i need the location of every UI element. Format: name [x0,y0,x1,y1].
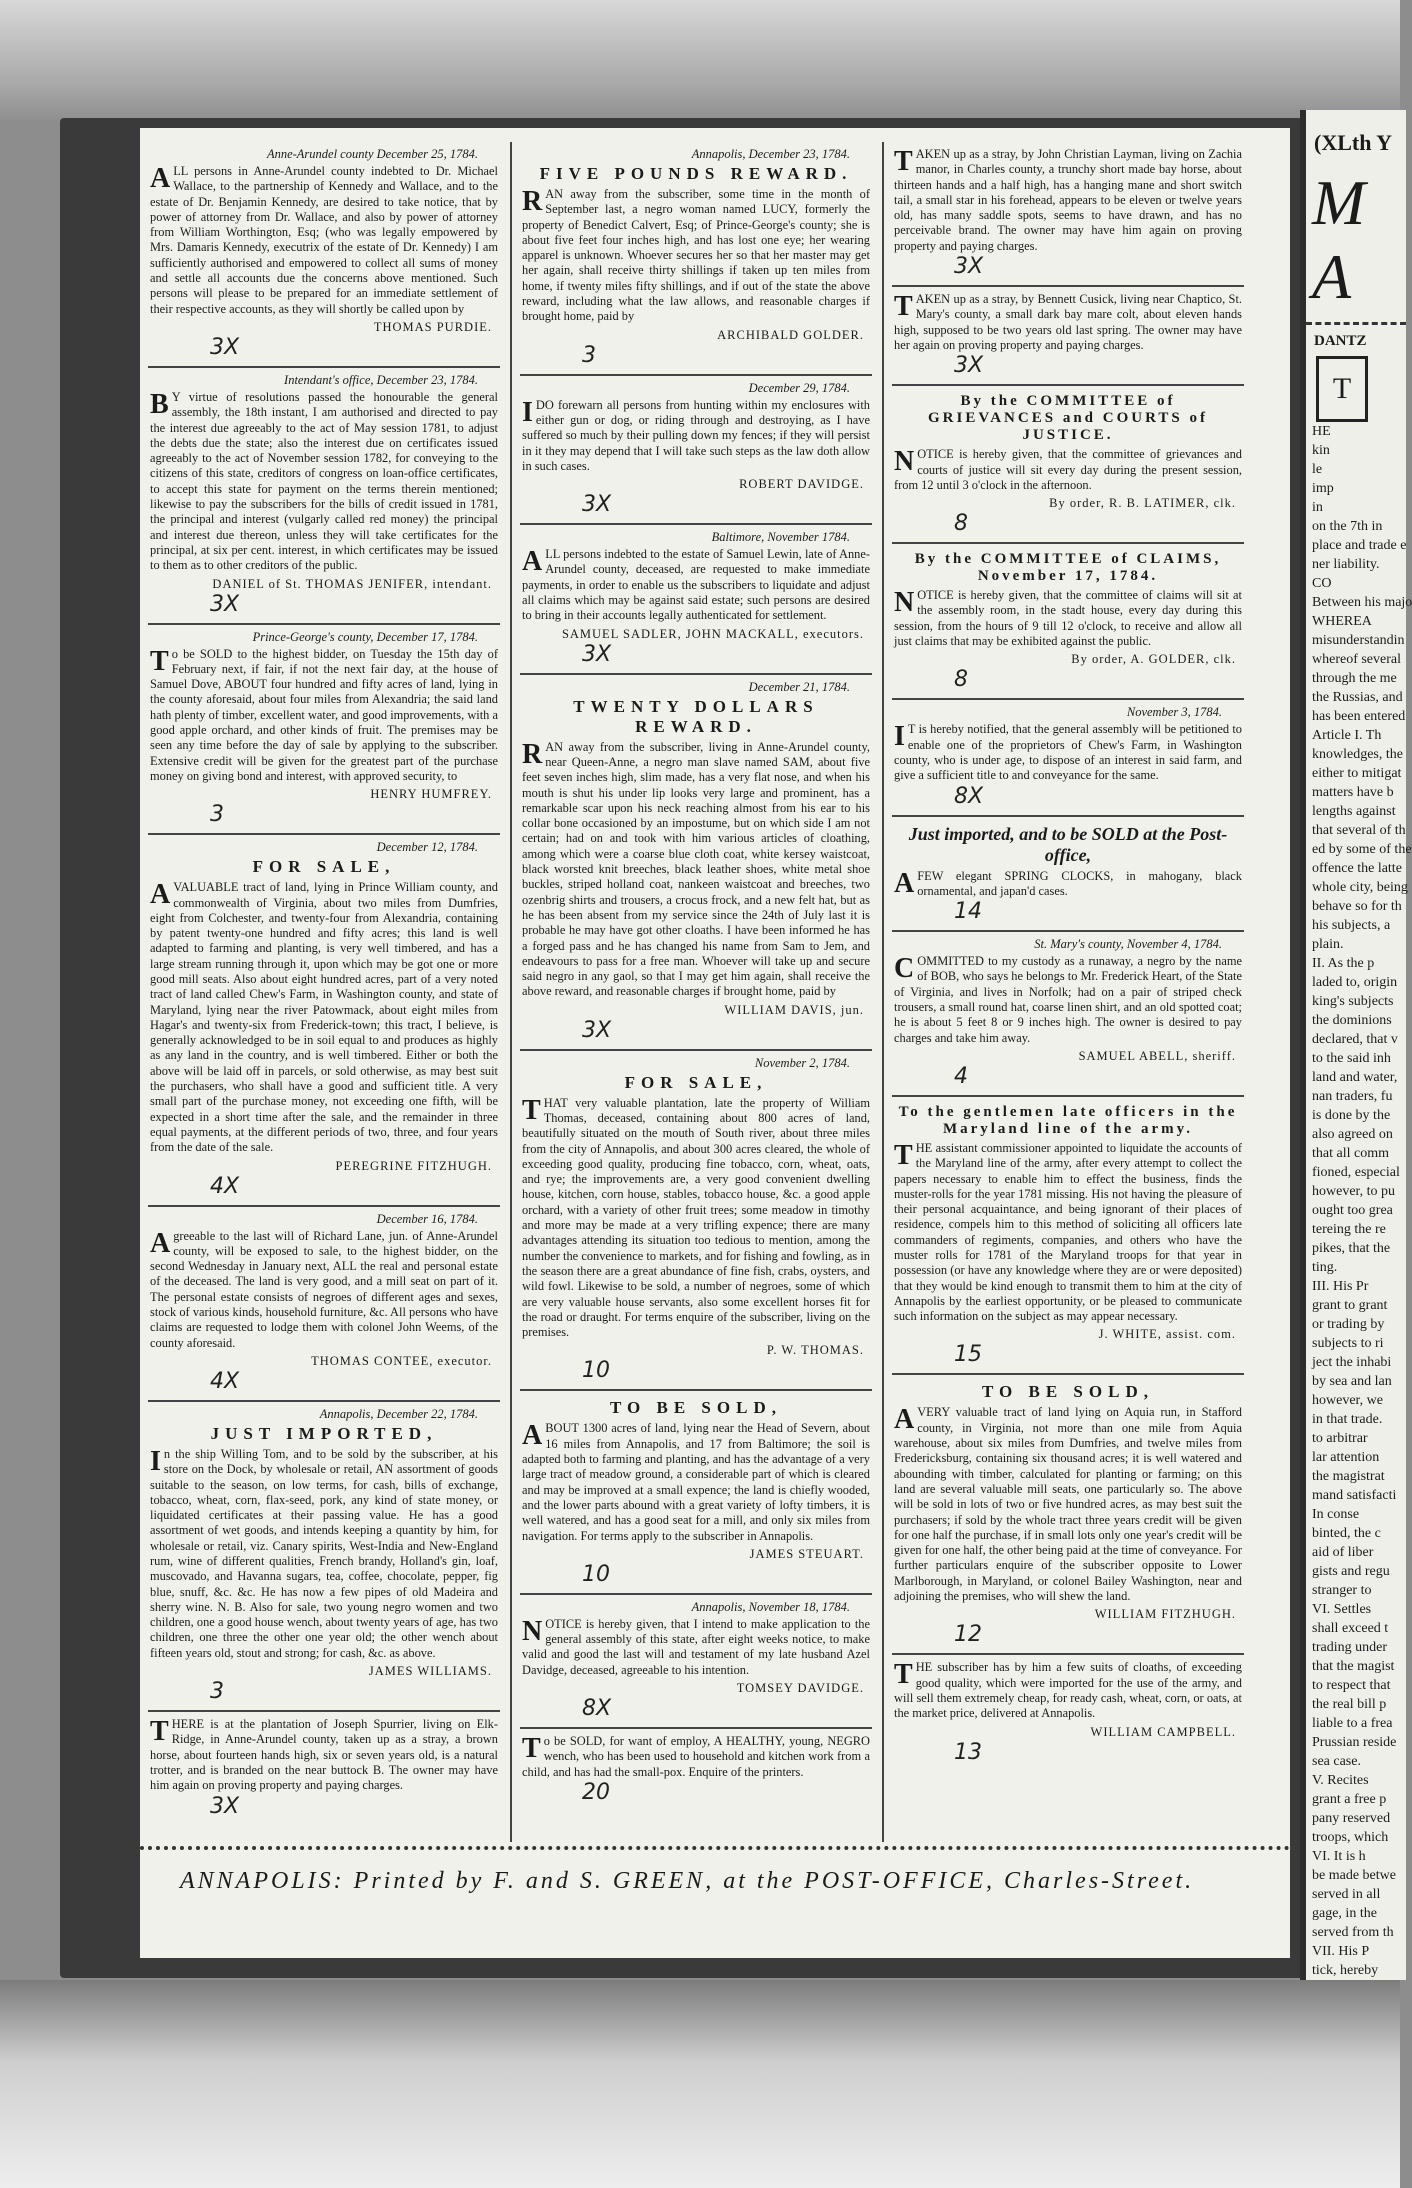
ad-body: BY virtue of resolutions passed the honourable the general assembly, the 18th instant, I am authorised and directed to pay the interest due agreeably to the act of May session 1781, to adjust the debts due the state; also the interest due on certificates issued agreeably to the act of November session 1782, for conveying to the citizens of this state, creditors of congress on loan-office certificates, to accept this state for payment on the terms therein mentioned; likewise to pay the subscribers for the bills of credit issued in 1781, the principal and interest (vulgarly called red money) the principal and interest due thereon, unless they will take certificates for the principal, at six per cent. interest, in which certificates may be issued to them as to other creditors of the public. [150,388,498,573]
ad-body: NOTICE is hereby given, that I intend to make application to the general assembly of this state, after eight weeks notice, to make valid and good the last will and testament of my late husband Azel Davidge, deceased, agreeable to his intention. [522,1615,870,1677]
adjacent-page-line: to arbitrar [1312,1431,1368,1446]
handwritten-mark: 8X [954,783,984,809]
ad-dateline: Anne-Arundel county December 25, 1784. [266,147,478,161]
advertisement [892,932,1244,1097]
handwritten-mark: 3X [582,1017,612,1043]
adjacent-page-line: tereing the re [1312,1222,1386,1237]
ad-signature: DANIEL of St. THOMAS JENIFER, intendant. [212,576,492,591]
adjacent-page-masthead: M A [1312,167,1366,312]
advertisement [892,1375,1244,1655]
adjacent-page-line: or trading by [1312,1317,1385,1332]
advertisement [148,1402,500,1712]
ad-signature: P. W. THOMAS. [766,1343,864,1358]
handwritten-mark: 3X [210,1793,240,1819]
handwritten-mark: 3X [954,353,984,379]
handwritten-mark: 3X [210,591,240,617]
ad-signature: HENRY HUMFREY. [370,787,492,802]
adjacent-page-line: trading under [1312,1640,1388,1655]
advertisement [148,142,500,368]
adjacent-page-line: the magistrat [1312,1469,1385,1484]
ad-heading: Just imported, and to be SOLD at the Post-office, [908,823,1228,865]
ad-body: In the ship Willing Tom, and to be sold by the subscriber, at his store on the Dock, by wholesale or retail, AN assortment of goods suitable to the season, on low terms, for cash, bills of exchange, tobacco, wheat, corn, flax-seed, pork, any kind of state money, or liquidated certificates at their passing value. He has a good assortment of wet goods, and intends keeping a quantity by him, for wholesale or retail, viz. Canary spirits, West-India and New-England rum, wine of different qualities, French brandy, Holland's gin, loaf, muscovado, and Havanna sugars, tea, coffee, chocolate, pepper, fig blue, snuff, &c. &c. He has now a few pipes of old Madeira and sherry wine. N. B. Also for sale, two young negro women and two children, one a good house wench, about twenty years of age, has two children, one three the other one year old; the other wench about fifteen years old, stout and strong; for cash, &c. as above. [150,1445,498,1660]
advertisement [520,1729,872,1811]
adjacent-page-line: stranger to [1312,1583,1372,1598]
ad-heading: FOR SALE, [624,1072,768,1092]
ad-signature: THOMAS PURDIE. [373,319,492,334]
ad-dateline: December 21, 1784. [748,679,850,694]
adjacent-page-line: misunderstandin [1312,633,1405,648]
ad-heading: By the COMMITTEE of GRIEVANCES and COURTS of JUSTICE. [927,393,1208,444]
column-1 [148,142,500,1842]
adjacent-page-line: matters have b [1312,785,1394,800]
ad-body: THERE is at the plantation of Joseph Spurrier, living on Elk-Ridge, in Anne-Arundel county, taken up as a stray, a brown horse, about fourteen hands high, six or seven years old, is a natural trotter, and is branded on the near buttock B. The owner may have him again on proving property and paying charges. [150,1716,498,1793]
ad-dateline: Prince-George's county, December 17, 1784. [252,629,478,644]
adjacent-page-line: pany reserved [1312,1811,1391,1826]
handwritten-mark: 14 [954,899,982,925]
adjacent-page-line: declared, that v [1312,1032,1398,1047]
adjacent-page-line: aid of liber [1312,1545,1374,1560]
handwritten-mark: 8X [582,1696,612,1721]
ad-signature: WILLIAM DAVIS, jun. [724,1002,864,1017]
ad-signature: JAMES WILLIAMS. [368,1664,492,1679]
adjacent-page-line: gage, in the [1312,1906,1377,1921]
advertisement [148,1207,500,1402]
adjacent-page-line: served in all [1312,1887,1381,1902]
adjacent-page-dropcap: T [1316,356,1368,422]
adjacent-page-line: ed by some of the [1312,842,1412,857]
adjacent-page-line: II. As the p [1312,956,1375,971]
adjacent-page-line: imp [1312,481,1334,496]
handwritten-mark: 8 [954,667,968,693]
handwritten-mark: 10 [582,1561,610,1587]
adjacent-page-line: nan traders, fu [1312,1089,1393,1104]
ad-signature: SAMUEL SADLER, JOHN MACKALL, executors. [561,626,864,641]
handwritten-mark: 3X [582,492,612,518]
ad-heading: TO BE SOLD, [982,1382,1154,1402]
adjacent-page-line: pikes, that the [1312,1241,1391,1256]
advertisement [520,142,872,376]
ad-heading: To the gentlemen late officers in the Maryland line of the army. [898,1103,1238,1137]
adjacent-page-section: DANTZ [1314,333,1367,349]
advertisement [520,1051,872,1392]
ad-body: AFEW elegant SPRING CLOCKS, in mahogany, black ornamental, and japan'd cases. [894,867,1242,899]
ad-body: ABOUT 1300 acres of land, lying near the Head of Severn, about 16 miles from Annapolis, and 17 from Baltimore; the soil is adapted both to farming and planting, and has the advantage of a very large tract of meadow ground, a considerable part of which is cleared and may be improved at a small expence; the land is chiefly wooded, and the lower parts abound with a great variety of lofty timbers, it is well watered, and has a good seat for a mill, and only six miles from navigation. For terms apply to the subscriber in Annapolis. [522,1420,870,1543]
adjacent-page-line: that several of th [1312,823,1406,838]
ad-dateline: St. Mary's county, November 4, 1784. [1034,937,1222,952]
adjacent-page-line: either to mitigat [1312,766,1402,781]
adjacent-page-line: V. Recites [1312,1773,1369,1788]
handwritten-mark: 12 [954,1622,982,1648]
ad-body: To be SOLD, for want of employ, A HEALTHY, young, NEGRO wench, who has been used to household and kitchen work from a child, and has had the small-pox. Enquire of the printers. [522,1733,870,1779]
adjacent-page-line: the dominions [1312,1013,1392,1028]
ad-heading: TWENTY DOLLARS REWARD. [573,696,819,736]
ad-dateline: Annapolis, December 22, 1784. [319,1406,478,1421]
masthead-rule [1306,322,1406,325]
advertisement [892,1655,1244,1770]
adjacent-page-line: fioned, especial [1312,1165,1400,1180]
advertisement [520,675,872,1051]
adjacent-page-line: in [1312,500,1323,515]
adjacent-page-line: VI. It is h [1312,1849,1366,1864]
adjacent-page-line: grant a free p [1312,1792,1387,1807]
adjacent-page-line: kin [1312,443,1330,458]
adjacent-page-line: WHEREA [1312,614,1372,629]
ad-dateline: Baltimore, November 1784. [711,530,850,545]
adjacent-page-line: behave so for th [1312,899,1402,914]
ad-body: Agreeable to the last will of Richard Lane, jun. of Anne-Arundel county, will be exposed to sale, to the highest bidder, on the second Wednesday in January next, ALL the real and personal estate of the deceased. The land is very good, and a mill seat on part of it. The personal estate consists of negroes of different ages and sexes, stock of various kinds, household furniture, &c. All persons who have claims are requested to lodge them with colonel John Weems, of the county aforesaid. [150,1227,498,1350]
adjacent-page-line: CO [1312,576,1332,591]
adjacent-page-line: le [1312,462,1323,477]
adjacent-page-line: offence the latte [1312,861,1402,876]
ad-body: ALL persons indebted to the estate of Samuel Lewin, late of Anne-Arundel county, deceased, are requested to make immediate payments, in order to enable us the subscribers to liquidate and adjust all claims which may be against said estate; such persons are desired to bring in their accounts legally authenticated for settlement. [522,546,870,623]
adjacent-page-line: however, we [1312,1393,1383,1408]
adjacent-page-line: shall exceed t [1312,1621,1389,1636]
adjacent-page-line: laded to, origin [1312,975,1398,990]
adjacent-page-line: that the magist [1312,1659,1395,1674]
advertisement [520,1595,872,1729]
ad-body: THAT very valuable plantation, late the property of William Thomas, deceased, containing about 800 acres of land, beautifully situated on the mouth of South river, about three miles from the city of Annapolis, and about 300 acres cleared, the whole of exceeding good quality, producing fine tobacco, corn, wheat, oats, and rye; the improvements are, a very good convenient dwelling house, kitchen, corn house, stables, tobacco house, &c. a good apple orchard, with a variety of other fruit trees; some meadow in timothy and more may be made at a very trifling expence; there are many advantages attending its situation too tedious to mention, among the number the convenience to markets, and for fishing and fowling, as in the season there are a great abundance of fine fish, crabs, oysters, and wild fowl. Likewise to be sold, a number of negroes, some of which are very valuable house servants, also some excellent horses fit for the road or draught. For terms enquire of the subscriber, living on the premises. [522,1094,870,1340]
ad-body: IDO forewarn all persons from hunting within my enclosures with either gun or dog, or riding through and destroying, as I have suffered so much by their pulling down my fences; if they will persist in it they may depend that I will take such steps as the law doth allow in such cases. [522,396,870,473]
ad-body: RAN away from the subscriber, living in Anne-Arundel county, near Queen-Anne, a negro man slave named SAM, about five feet seven inches high, slim made, has a very flat nose, and when his mouth is shut his under lip looks very large and prominent, has a remarkable scar upon his neck reaching almost from his ear to his collar bone occasioned by an impostume, but on which side I am not certain; had on and took with him various articles of cloathing, among which were a coarse blue cloth coat, white kersey waistcoat, black worsted knit breeches, black leather shoes, white metal shoe buckles, striped holland coat, nankeen waistcoat and breeches, two ozenbrig shirts and trousers, a crocus frock, and a new felt hat, but as he has been absent from my service since the 24th of July last it is probable he may have got other cloaths. I have been informed he has a forged pass and he has changed his name from Sam to Jem, and endeavours to pass for a free man. Whoever will take up and secure said negro in any gaol, so that I may get him again, shall receive the above reward, and reasonable charges if brought home, paid by [522,738,870,999]
adjacent-page-line: place and trade e [1312,538,1407,553]
ad-signature: WILLIAM CAMPBELL. [1090,1724,1236,1739]
advertisement [892,544,1244,700]
ad-signature: JAMES STEUART. [749,1546,864,1561]
adjacent-page-line: his subjects, a [1312,918,1391,933]
adjacent-page-line: ject the inhabi [1312,1355,1392,1370]
ad-body: COMMITTED to my custody as a runaway, a negro by the name of BOB, who says he belongs to Mr. Frederick Heart, of the State of Virginia, and lives in Norfolk; had on a pair of striped check trousers, a small round hat, coarse linen shirt, and an old spotted coat; he is about 5 feet 8 or 9 inches high. The owner is desired to pay charges and take him away. [894,953,1242,1045]
ad-heading: By the COMMITTEE of CLAIMS, November 17, 1784. [914,551,1222,585]
advertisement [892,817,1244,933]
ad-body: AVERY valuable tract of land lying on Aquia run, in Stafford county, in Virginia, not more than one mile from Aquia warehouse, about six miles from Dumfries, and twelve miles from Fredericksburg, containing six thousand acres; it is well watered and abounding with timber, calculated for planting or farming; on this land are several valuable mill seats, one particularly so. The above will be sold in lots of two or five hundred acres, as may best suit the purchasers; if sold by the whole tract three years credit will be given for one half the purchase, if in small lots only one year's credit will be given for one half, the other being paid at the time of conveyance. For further particulars enquire of the subscriber opposite to Lower Marlborough, in Maryland, or colonel Bailey Washington, near and adjoining the premises, who will shew the land. [894,1404,1242,1604]
adjacent-page-line: by sea and lan [1312,1374,1392,1389]
ad-dateline: December 29, 1784. [748,380,850,395]
ad-body: THE assistant commissioner appointed to liquidate the accounts of the Maryland line of the army, after every attempt to collect the papers necessary to enable him to effect the business, finds the muster-rolls for the year 1781 missing. His not having the pleasure of their personal acquaintance, and being ignorant of their places of residence, compels him to this method of soliciting all officers late commanders of regiments, companies, and others who have the muster rolls for 1781 of the Maryland troops for that year in possession (or have any knowledge where they are or were deposited) that they would be kind enough to transmit them to him at the city of Annapolis by the earliest opportunity, or be pleased to communicate such information on the subject as may appear necessary. [894,1139,1242,1324]
ad-dateline: December 12, 1784. [376,840,478,855]
handwritten-mark: 4 [954,1063,968,1089]
adjacent-page-line: VI. Settles [1312,1602,1372,1617]
ad-body: TAKEN up as a stray, by John Christian Layman, living on Zachia manor, in Charles county, a trunchy short made bay horse, about thirteen hands and a half high, has a hanging mane and short switch tail, a small star in his forehead, appears to be eleven or twelve years old, has many saddle spots, seems to have drawn, and has no perceivable brand. The owner may have him again on proving property and paying charges. [894,146,1242,253]
adjacent-page-line: troops, which [1312,1830,1389,1845]
handwritten-mark: 3 [582,342,596,368]
handwritten-mark: 15 [954,1342,982,1368]
advertisement [148,835,500,1206]
advertisement [520,1391,872,1594]
adjacent-page-header: (XLth Y [1314,130,1393,155]
handwritten-mark: 8 [954,511,968,537]
adjacent-page-line: the Russias, and [1312,690,1403,705]
adjacent-page-line: sea case. [1312,1754,1361,1769]
ad-dateline: Intendant's office, December 23, 1784. [284,372,478,387]
adjacent-page-line: tick, hereby [1312,1963,1379,1978]
handwritten-mark: 3 [210,1679,224,1705]
ad-dateline: Annapolis, December 23, 1784. [691,147,850,161]
ad-body: NOTICE is hereby given, that the committee of claims will sit at the assembly room, in the stadt house, every day during this session, from the hours of 9 till 12 o'clock, to receive and allow all just claims that may be exhibited against the public. [894,587,1242,649]
advertisement [892,1097,1244,1376]
adjacent-page-line: Article I. Th [1312,728,1382,743]
ad-dateline: Annapolis, November 18, 1784. [691,1599,850,1614]
adjacent-page-line: grant to grant [1312,1298,1388,1313]
adjacent-page-line: that all comm [1312,1146,1389,1161]
ad-signature: THOMAS CONTEE, executor. [311,1353,492,1368]
advertisement [148,1712,500,1824]
adjacent-page [1300,110,1412,1980]
columns [148,142,1278,1842]
ad-signature: By order, R. B. LATIMER, clk. [1049,496,1236,511]
ad-heading: TO BE SOLD, [610,1398,782,1418]
adjacent-page-line: HE [1312,424,1331,439]
handwritten-mark: 3 [210,802,224,828]
ad-signature: ROBERT DAVIDGE. [739,477,864,492]
scan-background-bottom [0,1980,1400,2188]
advertisement [892,287,1244,386]
adjacent-page-line: whereof several [1312,652,1402,667]
adjacent-page-line: through the me [1312,671,1397,686]
ad-body: THE subscriber has by him a few suits of cloaths, of exceeding good quality, which were imported for the use of the army, and will sell them extremely cheap, for ready cash, wheat, corn, or oats, at the market price, delivered at Annapolis. [894,1659,1242,1721]
adjacent-page-line: land and water, [1312,1070,1398,1085]
advertisement [892,386,1244,544]
adjacent-page-line: ner liability. [1312,557,1380,572]
ad-heading: FIVE POUNDS REWARD. [539,164,853,183]
ad-signature: J. WHITE, assist. com. [1098,1327,1236,1342]
adjacent-page-line: to the said inh [1312,1051,1391,1066]
advertisement [892,700,1244,816]
ad-body: RAN away from the subscriber, some time in the month of September last, a negro woman named LUCY, formerly the property of Benedict Calvert, Esq; of Prince-George's county; she is about five feet four inches high, and has lost one eye; her wearing apparel is unknown. Whoever secures her so that her master may get her again, shall receive thirty shillings if taken up ten miles from home, if twenty miles fifty shillings, and if out of the state the above reward, including what the law allows, and reasonable charges if brought home, paid by [522,186,870,324]
column-2 [520,142,872,1842]
column-3 [892,142,1244,1842]
printer-imprint: ANNAPOLIS: Printed by F. and S. GREEN, at the POST-OFFICE, Charles-Street. [180,1868,1195,1894]
adjacent-page-line: however, to pu [1312,1184,1396,1199]
advertisement [520,525,872,674]
ad-signature: WILLIAM FITZHUGH. [1094,1607,1236,1622]
adjacent-page-line: served from th [1312,1925,1394,1940]
handwritten-mark: 3X [210,334,240,360]
adjacent-page-line: ting. [1312,1260,1338,1275]
ad-dateline: November 2, 1784. [754,1055,850,1070]
ad-heading: JUST IMPORTED, [210,1423,438,1443]
adjacent-page-line: lengths against [1312,804,1396,819]
column-rule [882,142,884,1842]
adjacent-page-line: In conse [1312,1507,1360,1522]
adjacent-page-line: VII. His P [1312,1944,1370,1959]
handwritten-mark: 20 [582,1779,610,1805]
handwritten-mark: 3X [954,254,984,280]
advertisement [148,625,500,836]
handwritten-mark: 10 [582,1358,610,1384]
ad-body: To be SOLD to the highest bidder, on Tuesday the 15th day of February next, if fair, if not the next fair day, at the house of Samuel Dove, ABOUT four hundred and fifty acres of land, lying in the county aforesaid, about four miles from Alexandria; the said land hath plenty of timber, excellent water, and good improvements, with a good apple orchard, and other kinds of fruit. The premises may be seen any time before the day of sale by applying to the subscriber. Extensive credit will be given for the greatest part of the purchase money on giving bond and interest, with approved security, to [150,645,498,783]
adjacent-page-line: III. His Pr [1312,1279,1369,1294]
adjacent-page-line: to respect that [1312,1678,1391,1693]
adjacent-page-line: Prussian reside [1312,1735,1397,1750]
ad-body: ALL persons in Anne-Arundel county indebted to Dr. Michael Wallace, to the partnership of Kennedy and Wallace, and to the estate of Dr. Benjamin Kennedy, are desired to take notice, that by power of attorney from Dr. Wallace, and also by power of attorney from William Worthington, Esq; (who was legally empowered by Mrs. Damaris Kennedy, executrix of the estate of Dr. Kennedy) I am sufficiently authorised and empowered to collect all sums of money and settle all accounts due the concerns above mentioned. Such persons will please to be prepared for an immediate settlement of their respective accounts, as they will shortly be called upon by [150,163,498,316]
ad-heading: FOR SALE, [252,857,396,877]
adjacent-page-line: plain. [1312,937,1344,952]
adjacent-page-line: ought too grea [1312,1203,1393,1218]
handwritten-mark: 3X [582,641,612,667]
ad-dateline: November 3, 1784. [1126,705,1222,720]
adjacent-page-line: the real bill p [1312,1697,1387,1712]
ad-body: NOTICE is hereby given, that the committee of grievances and courts of justice will sit every day during the present session, from 12 until 3 o'clock in the afternoon. [894,446,1242,492]
adjacent-page-text [1306,422,1412,2094]
adjacent-page-line: in that trade. [1312,1412,1383,1427]
advertisement [148,368,500,625]
advertisement [520,376,872,525]
adjacent-page-line: also agreed on [1312,1127,1393,1142]
newspaper-page [140,128,1290,1958]
adjacent-page-line: Between his majo [1312,595,1412,610]
adjacent-page-line: is done by the [1312,1108,1391,1123]
ad-body: AVALUABLE tract of land, lying in Prince William county, and commonwealth of Virginia, about two miles from Dumfries, eight from Colchester, and twenty-four from Alexandria, containing by patent twenty-one hundred and fifty acres; this land is well adapted to farming and planting, is very well timbered, and has a large stream running through it, upon which may be got one or more good mill seats. Also about eight hundred acres, part of a very noted tract of land called Chew's Farm, in Washington county, and state of Maryland, lying near the river Patowmack, about eight miles from Hagar's and twenty-six from Frederick-town; this tract, I believe, is generally acknowledged to be in soil equal to and produces as highly as any land in the country, and is well timbered. Either or both the above will be laid off in parcels, or sold otherwise, as may best suit the purchasers, who shall have a good and sufficient title. A very small part of the purchase money, not exceeding one fifth, will be expected in a short time after the sale, and the remainder in three equal payments, at the different periods of two, three, and four years from the date of the sale. [150,879,498,1155]
adjacent-page-line: lar attention [1312,1450,1380,1465]
adjacent-page-line: gists and regu [1312,1564,1390,1579]
ad-signature: ARCHIBALD GOLDER. [717,327,864,342]
adjacent-page-line: king's subjects [1312,994,1394,1009]
adjacent-page-line: liable to a frea [1312,1716,1393,1731]
handwritten-mark: 13 [954,1739,982,1765]
column-rule [510,142,512,1842]
ad-body: TAKEN up as a stray, by Bennett Cusick, living near Chaptico, St. Mary's county, a small dark bay mare colt, about eleven hands high, supposed to be two years old last spring. The owner may have her again on proving property and paying charges. [894,291,1242,352]
adjacent-page-line: on the 7th in [1312,519,1383,534]
ad-signature: SAMUEL ABELL, sheriff. [1078,1048,1236,1063]
scan-background-top [0,0,1400,120]
footer-rule [140,1846,1290,1850]
adjacent-page-line: be made betwe [1312,1868,1396,1883]
adjacent-page-line: whole city, being [1312,880,1408,895]
handwritten-mark: 4X [210,1173,240,1199]
ad-signature: PEREGRINE FITZHUGH. [335,1158,492,1173]
adjacent-page-line: binted, the c [1312,1526,1381,1541]
adjacent-page-line: knowledges, the [1312,747,1403,762]
adjacent-page-line: mand satisfacti [1312,1488,1397,1503]
adjacent-page-line: has been entered [1312,709,1406,724]
adjacent-page-line: subjects to ri [1312,1336,1384,1351]
advertisement [892,142,1244,287]
ad-dateline: December 16, 1784. [376,1211,478,1226]
ad-body: IT is hereby notified, that the general assembly will be petitioned to enable one of the proprietors of Chew's Farm, in Washington county, who is under age, to dispose of an interest in said farm, and give a sufficient title to and conveyance for the same. [894,721,1242,783]
ad-signature: TOMSEY DAVIDGE. [736,1681,864,1695]
handwritten-mark: 4X [210,1368,240,1394]
ad-signature: By order, A. GOLDER, clk. [1071,652,1236,667]
